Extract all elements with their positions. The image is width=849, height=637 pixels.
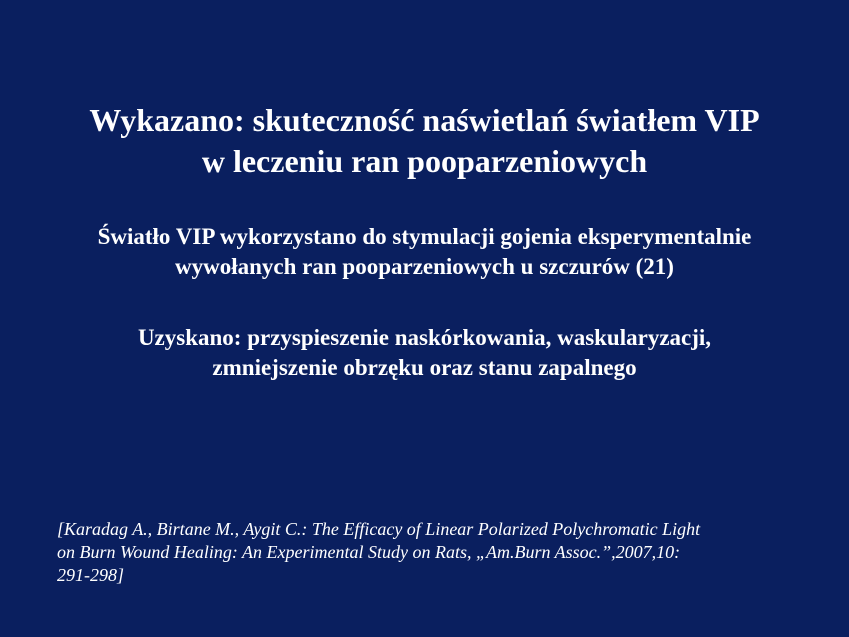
- results-paragraph: [0, 323, 849, 383]
- results-paragraph-line-1: Uzyskano: przyspieszenie naskórkowania, waskularyzacji,: [137, 325, 712, 350]
- slide-title-line-1: Wykazano: skuteczność naświetlań światłem VIP: [89, 102, 760, 138]
- citation-line-1: [Karadag A., Birtane M., Aygit C.: The Efficacy of Linear Polarized Polychromatic Light: [57, 519, 701, 539]
- citation: [57, 518, 827, 587]
- citation-line-2: on Burn Wound Healing: An Experimental Study on Rats, „Am.Burn Assoc.”,2007,10:: [57, 542, 681, 562]
- results-paragraph-line-2: zmniejszenie obrzęku oraz stanu zapalnego: [212, 355, 637, 380]
- slide-title: [0, 100, 849, 182]
- method-paragraph-line-2: wywołanych ran pooparzeniowych u szczurów (21): [175, 254, 674, 279]
- method-paragraph: [0, 222, 849, 282]
- slide-title-line-2: w leczeniu ran pooparzeniowych: [201, 143, 648, 179]
- method-paragraph-line-1: Światło VIP wykorzystano do stymulacji gojenia eksperymentalnie: [97, 224, 752, 249]
- citation-line-3: 291-298]: [57, 565, 124, 585]
